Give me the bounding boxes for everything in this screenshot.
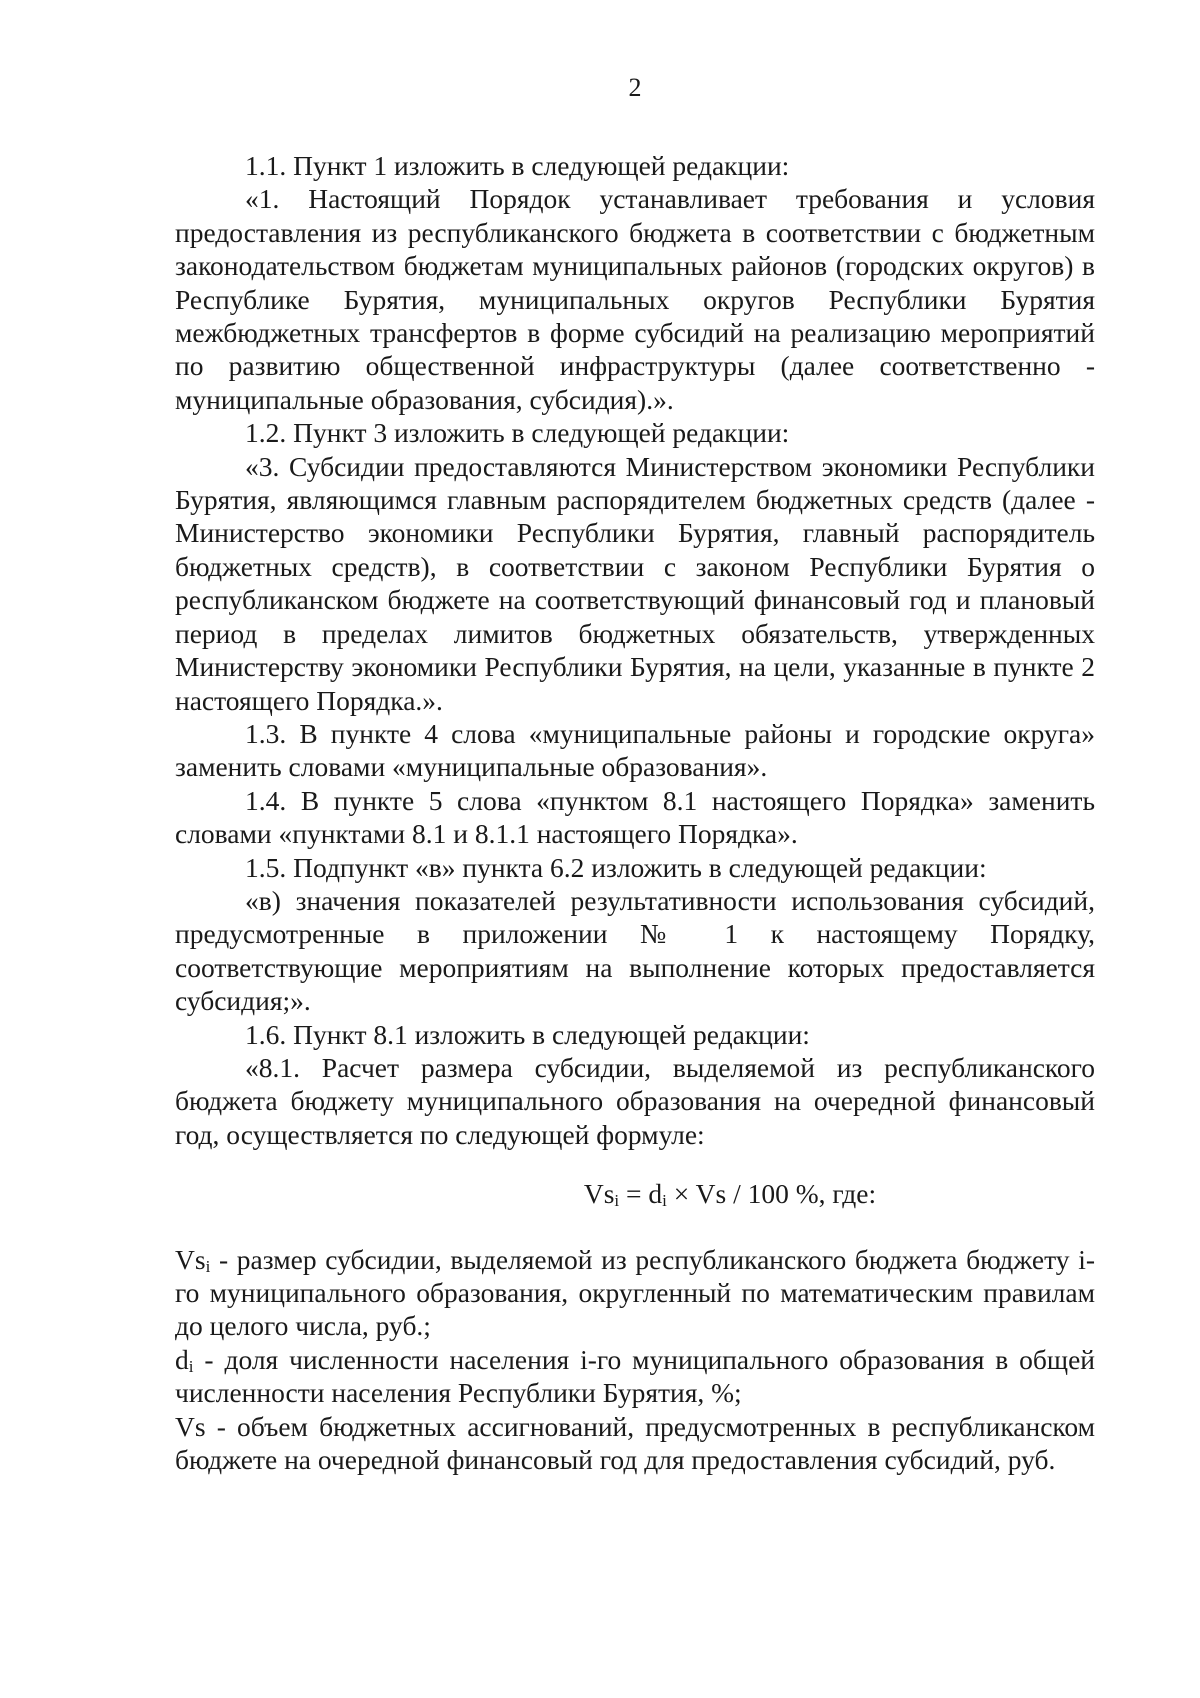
paragraph-8-1-text: «8.1. Расчет размера субсидии, выделяемой из республиканского бюджета бюджету муниципального образования на очередной финансовый год, осуществляется по следующей формуле: [175,1051,1095,1150]
formula-rest: × Vs / 100 %, где: [666,1178,877,1210]
paragraph-1-6-heading: 1.6. Пункт 8.1 изложить в следующей редакции: [245,1018,810,1050]
paragraph-1-text: «1. Настоящий Порядок устанавливает требования и условия предоставления из республиканского бюджета в соответствии с бюджетным законодательством бюджетам муниципальных районов (городских округов) в Республике Бурятия, муниципальных округов Республики Бурятия межбюджетных трансфертов в форме субсидий на реализацию мероприятий по развитию общественной инфраструктуры (далее соответственно - муниципальные образования, субсидия).». [175,183,1095,415]
paragraph-1-5-heading: 1.5. Подпункт «в» пункта 6.2 изложить в следующей редакции: [245,851,987,883]
paragraph-3-text: «3. Субсидии предоставляются Министерством экономики Республики Бурятия, являющимся главным распорядителем бюджетных средств (далее - Министерство экономики Республики Бурятия, главный распорядитель бюджетных средств), в соответствии с законом Республики Бурятия о республиканском бюджете на соответствующий финансовый год и плановый период в пределах лимитов бюджетных обязательств, утвержденных Министерству экономики Республики Бурятия, на цели, указанные в пункте 2 настоящего Порядка.». [175,450,1095,716]
formula-vs: Vs [583,1178,615,1210]
formula-d-subscript: i [662,1191,667,1211]
definition-vsi-text: - размер субсидии, выделяемой из республиканского бюджета бюджету i-го муниципального образования, округленный по математическим правилам до целого числа, руб.; [175,1243,1095,1342]
paragraph-1-3: 1.3. В пункте 4 слова «муниципальные районы и городские округа» заменить словами «муниципальные образования». [175,717,1095,783]
paragraph-1-2-heading: 1.2. Пункт 3 изложить в следующей редакции: [245,417,790,449]
formula-equals: = [619,1178,649,1210]
definition-vsi [175,1243,1095,1343]
definition-vsi-subscript: i [205,1256,211,1276]
page-number: 2 [628,73,642,102]
paragraph-v-text: «в) значения показателей результативности использования субсидий, предусмотренные в приложении № 1 к настоящему Порядку, соответствующие мероприятиям на выполнение которых предоставляется субсидия;». [175,884,1095,1017]
paragraph-1-1-heading: 1.1. Пункт 1 изложить в следующей редакции: [245,150,790,181]
definition-di-symbol: d [175,1343,189,1375]
formula-d: d [648,1178,663,1210]
definition-vs-symbol: Vs [175,1410,206,1442]
formula-vs-subscript: i [614,1191,620,1211]
document-body [175,149,1095,1476]
definition-vs-text: - объем бюджетных ассигнований, предусмотренных в республиканском бюджете на очередной финансовый год для предоставления субсидий, руб. [175,1410,1095,1476]
definition-vs [175,1410,1095,1477]
definition-di-text: - доля численности населения i-го муниципального образования в общей численности населения Республики Бурятия, %; [175,1343,1095,1409]
subsidy-formula [175,1177,1095,1210]
definition-vsi-symbol: Vs [175,1243,206,1275]
definition-di-subscript: i [188,1356,194,1376]
paragraph-1-4: 1.4. В пункте 5 слова «пунктом 8.1 настоящего Порядка» заменить словами «пунктами 8.1 и 8.1.1 настоящего Порядка». [175,784,1095,850]
definition-di [175,1343,1095,1410]
